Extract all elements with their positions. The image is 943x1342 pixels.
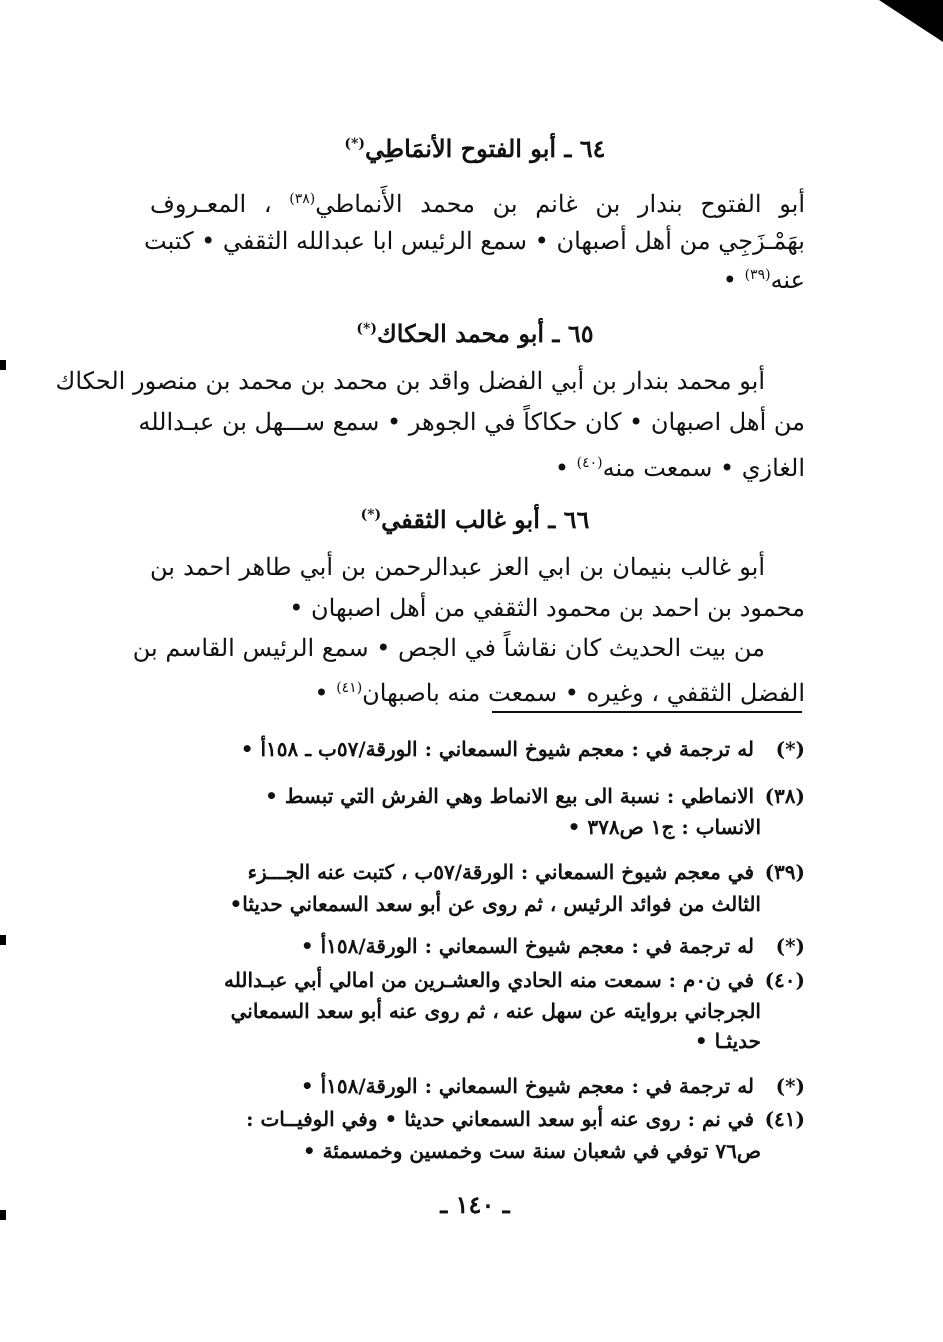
- footnote-38-cont: الانساب : ج١ ص٣٧٨ •: [567, 815, 761, 839]
- entry-heading-64: ٦٤ ـ أبو الفتوح الأنمَاطِي(*): [344, 134, 606, 163]
- entry-66-line-1: أبو غالب بنيمان بن ابي العز عبدالرحمن بن أبي طاهر احمد بن: [150, 553, 765, 581]
- footnote-39: (٣٩) في معجم شيوخ السمعاني : الورقة/٥٧ب ، كتبت عنه الجـــزء: [247, 860, 805, 884]
- entry-heading-66: ٦٦ ـ أبو غالب الثقفي(*): [360, 505, 590, 534]
- footnote-separator: [492, 711, 802, 713]
- edge-mark: [0, 935, 6, 945]
- footnote-star-1: (*) له ترجمة في : معجم شيوخ السمعاني : الورقة/٥٧ب ـ ١٥٨أ •: [240, 737, 805, 761]
- footnote-38: (٣٨) الانماطي : نسبة الى بيع الانماط وهي الفرش التي تبسط •: [265, 784, 805, 808]
- entry-heading-65: ٦٥ ـ أبو محمد الحكاك(*): [356, 319, 594, 348]
- footnote-41-cont: ص٧٦ توفي في شعبان سنة ست وخمسين وخمسمئة •: [302, 1139, 761, 1163]
- footnote-40-cont: الجرجاني بروايته عن سهل عنه ، ثم روى عنه أبو سعد السمعاني: [230, 999, 761, 1023]
- corner-triangle-mark: [879, 0, 943, 42]
- entry-64-line-2: بهَمْـزَجِي من أهل أصبهان • سمع الرئيس ابا عبدالله الثقفي • كتبت: [144, 227, 805, 255]
- entry-64-line-3: عنه$^{(٣٩)}$ •: [722, 266, 805, 294]
- entry-65-line-2: من أهل اصبهان • كان حكاكاً في الجوهر • سمع ســـهل بن عبـدالله: [138, 408, 805, 436]
- footnote-40: (٤٠) في ن٠م : سمعت منه الحادي والعشـرين من امالي أبي عبـدالله: [224, 968, 805, 992]
- footnote-40-cont: حديثـا •: [694, 1029, 761, 1053]
- page-number: ـ ١٤٠ ـ: [440, 1190, 510, 1219]
- footnote-star-2: (*) له ترجمة في : معجم شيوخ السمعاني : الورقة/١٥٨أ •: [300, 934, 805, 958]
- entry-65-line-1: أبو محمد بندار بن أبي الفضل واقد بن محمد بن محمد بن منصور الحكاك: [55, 367, 765, 395]
- entry-66-line-4: الفضل الثقفي ، وغيره • سمعت منه باصبهان$^{(٤١)}$ •: [314, 679, 805, 707]
- edge-mark: [0, 360, 6, 370]
- footnote-41: (٤١) في نم : روى عنه أبو سعد السمعاني حديثا • وفي الوفيــات :: [246, 1107, 805, 1131]
- entry-64-line-1: أبو الفتوح بندار بن غانم بن محمد الأَنماطي$^{(٣٨)}$ ، المعـروف: [150, 190, 805, 218]
- entry-66-line-2: محمود بن احمد بن محمود الثقفي من أهل اصبهان •: [289, 594, 805, 622]
- edge-mark: [0, 1210, 6, 1220]
- entry-65-line-3: الغازي • سمعت منه$^{(٤٠)}$ •: [554, 454, 805, 482]
- footnote-star-3: (*) له ترجمة في : معجم شيوخ السمعاني : الورقة/١٥٨أ •: [300, 1074, 805, 1098]
- entry-66-line-3: من بيت الحديث كان نقاشاً في الجص • سمع الرئيس القاسم بن: [132, 634, 765, 662]
- footnote-39-cont: الثالث من فوائد الرئيس ، ثم روى عن أبو سعد السمعاني حديثا•: [229, 892, 761, 916]
